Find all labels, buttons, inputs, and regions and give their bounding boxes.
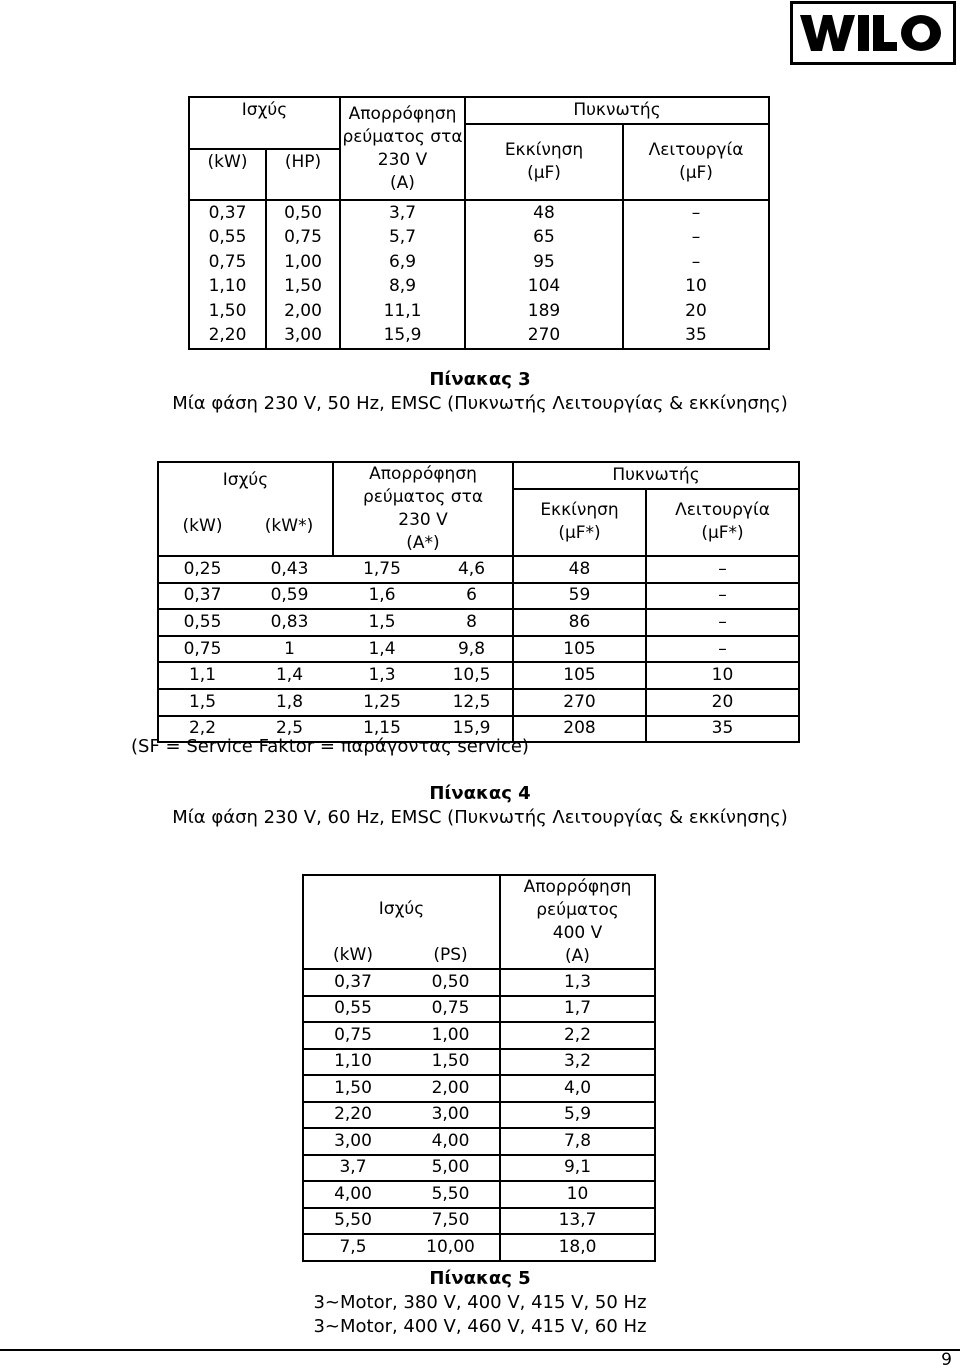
header-kw: (kW) (333, 945, 373, 966)
table-row: 1,50 2,00 4,0 (304, 1075, 654, 1102)
header-run: Λειτουργία (μF) (623, 124, 768, 201)
header-capacitor: Πυκνωτής (513, 463, 798, 489)
table-row: 0,37 0,50 1,3 (304, 969, 654, 996)
caption-text: Μία φάση 230 V, 60 Hz, EMSC (Πυκνωτής Λειτουργίας & εκκίνησης) (172, 807, 788, 828)
table-row: 0,37 0,50 3,7 48 – (190, 200, 768, 226)
wilo-logo (790, 1, 956, 65)
table-row: 1,10 1,50 8,9 104 10 (190, 275, 768, 300)
header-kw: (kW) (182, 516, 223, 537)
table-row: 2,20 3,00 15,9 270 35 (190, 324, 768, 349)
caption-title: Πίνακας 4 (429, 783, 531, 804)
header-power: Ισχύς (378, 899, 425, 920)
caption-table-5 (0, 1267, 960, 1339)
table-row: 0,75 1 1,4 9,8 105 – (159, 636, 798, 663)
table-row: 1,50 2,00 11,1 189 20 (190, 299, 768, 324)
table-row: 0,55 0,75 5,7 65 – (190, 226, 768, 251)
table-row: 1,5 1,8 1,25 12,5 270 20 (159, 689, 798, 716)
caption-title: Πίνακας 5 (429, 1268, 531, 1289)
table-row: 0,55 0,83 1,5 8 86 – (159, 609, 798, 636)
table-row: 4,00 5,50 10 (304, 1181, 654, 1208)
table-row: 2,20 3,00 5,9 (304, 1102, 654, 1129)
caption-line: 3~Motor, 380 V, 400 V, 415 V, 50 Hz (313, 1292, 647, 1313)
caption-line: 3~Motor, 400 V, 460 V, 415 V, 60 Hz (313, 1316, 647, 1337)
table-row: 0,55 0,75 1,7 (304, 996, 654, 1023)
header-capacitor: Πυκνωτής (465, 98, 768, 124)
header-kw: (kW) (190, 149, 266, 175)
caption-table-4 (0, 782, 960, 830)
page-number: 9 (941, 1350, 952, 1370)
table-row: 1,1 1,4 1,3 10,5 105 10 (159, 662, 798, 689)
table-row: 5,50 7,50 13,7 (304, 1208, 654, 1235)
table-row: 0,75 1,00 2,2 (304, 1022, 654, 1049)
table-row: 0,25 0,43 1,75 4,6 48 – (159, 556, 798, 583)
table-row: 3,00 4,00 7,8 (304, 1128, 654, 1155)
header-hp: (HP) (266, 149, 340, 175)
service-factor-note: (SF = Service Faktor = παράγοντας service) (131, 736, 529, 757)
table-row: 7,5 10,00 18,0 (304, 1234, 654, 1260)
table-4 (159, 463, 798, 741)
header-run: Λειτουργία (μF*) (675, 500, 770, 544)
caption-table-3 (0, 368, 960, 416)
caption-text: Μία φάση 230 V, 50 Hz, EMSC (Πυκνωτής Λειτουργίας & εκκίνησης) (172, 393, 788, 414)
header-current: Απορρόφηση ρεύματος 400 V (A) (500, 876, 654, 969)
footer-divider (0, 1349, 960, 1351)
table-row: 1,10 1,50 3,2 (304, 1049, 654, 1076)
header-start: Εκκίνηση (μF*) (513, 489, 646, 556)
caption-title: Πίνακας 3 (429, 369, 531, 390)
table-5 (304, 876, 654, 1260)
header-power: Ισχύς (241, 100, 288, 121)
header-kw-star: (kW*) (264, 516, 314, 537)
table-row: 3,7 5,00 9,1 (304, 1155, 654, 1182)
header-current: Απορρόφηση ρεύματος στα 230 V (A) (340, 98, 465, 200)
header-ps: (PS) (433, 945, 468, 966)
table-row: 0,37 0,59 1,6 6 59 – (159, 583, 798, 610)
table-row: 0,75 1,00 6,9 95 – (190, 250, 768, 275)
wilo-logo-mark (800, 11, 946, 55)
table-3 (190, 98, 768, 348)
header-power: Ισχύς (222, 470, 269, 491)
table-row: 2,2 2,5 1,15 15,9 208 35 (159, 716, 798, 742)
header-current: Απορρόφηση ρεύματος στα 230 V (A*) (333, 463, 513, 556)
header-start: Εκκίνηση (μF) (465, 124, 623, 201)
